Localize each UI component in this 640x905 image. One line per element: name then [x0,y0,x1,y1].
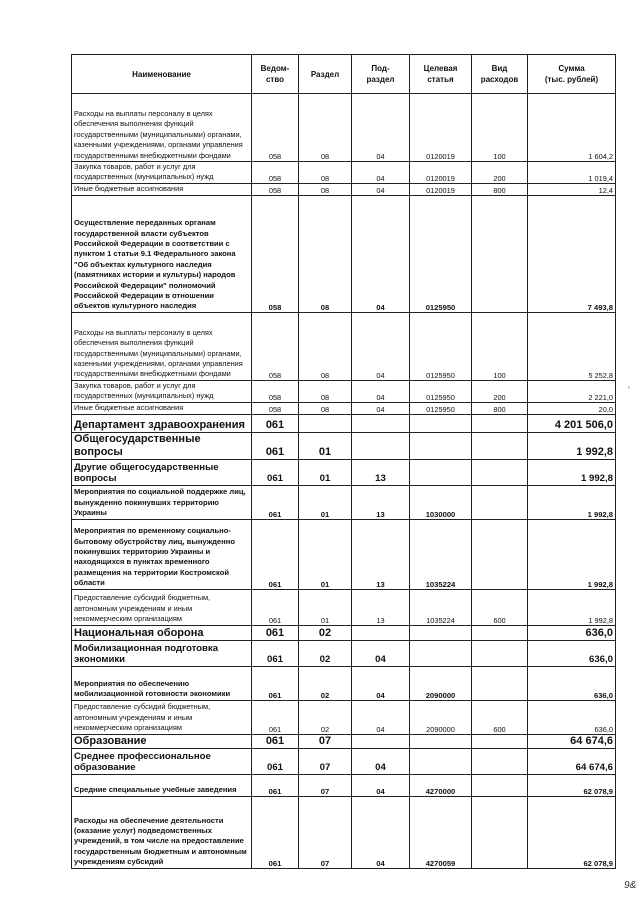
cell-dept: 061 [252,485,299,519]
cell-sum: 1 992,8 [528,432,616,459]
cell-section: 01 [299,432,352,459]
cell-name: Мероприятия по социальной поддержке лиц, вынужденно покинувших территорию Украины [72,485,252,519]
page-mark: 9& [624,880,637,891]
table-row [72,774,616,796]
cell-dept: 058 [252,94,299,162]
cell-subsection [352,432,410,459]
cell-target: 0125950 [410,380,472,402]
cell-dept: 061 [252,459,299,485]
table-row [72,195,616,312]
table-row [72,432,616,459]
cell-sum: 62 078,9 [528,774,616,796]
cell-section: 01 [299,459,352,485]
cell-exptype [472,774,528,796]
cell-section: 02 [299,666,352,700]
header-subsection: Под- раздел [352,55,410,94]
cell-name: Закупка товаров, работ и услуг для государственных (муниципальных) нужд [72,162,252,184]
cell-target: 1035224 [410,519,472,589]
cell-exptype: 800 [472,183,528,195]
cell-sum: 1 992,8 [528,485,616,519]
cell-target [410,432,472,459]
table-row [72,485,616,519]
header-name: Наименование [72,55,252,94]
cell-dept: 061 [252,640,299,666]
cell-subsection: 04 [352,195,410,312]
cell-exptype: 100 [472,312,528,380]
cell-target [410,414,472,432]
cell-name: Департамент здравоохранения [72,414,252,432]
cell-target [410,734,472,748]
cell-subsection: 04 [352,94,410,162]
cell-subsection: 04 [352,796,410,868]
cell-section: 08 [299,183,352,195]
cell-name: Средние специальные учебные заведения [72,774,252,796]
cell-target [410,459,472,485]
cell-name: Расходы на обеспечение деятельности (оказание услуг) подведомственных учреждений, в том числе на предоставление государственным бюджетным и автономным учреждениям субсидий [72,796,252,868]
cell-target: 2090000 [410,700,472,734]
cell-target: 4270059 [410,796,472,868]
header-target: Целевая статья [410,55,472,94]
table-row [72,519,616,589]
cell-sum: 20,0 [528,402,616,414]
cell-exptype [472,459,528,485]
cell-section: 07 [299,796,352,868]
cell-sum: 64 674,6 [528,734,616,748]
table-row [72,640,616,666]
cell-section: 08 [299,162,352,184]
cell-name: Мобилизационная подготовка экономики [72,640,252,666]
cell-subsection: 13 [352,519,410,589]
table-row [72,183,616,195]
cell-exptype [472,666,528,700]
cell-dept: 058 [252,402,299,414]
cell-exptype: 200 [472,162,528,184]
cell-sum: 4 201 506,0 [528,414,616,432]
cell-exptype [472,796,528,868]
cell-target: 0120019 [410,94,472,162]
cell-exptype [472,625,528,640]
cell-section: 08 [299,312,352,380]
cell-exptype: 600 [472,700,528,734]
cell-subsection: 04 [352,700,410,734]
table-row [72,589,616,625]
table-row [72,625,616,640]
cell-target: 1035224 [410,589,472,625]
cell-dept: 061 [252,519,299,589]
cell-section: 02 [299,640,352,666]
cell-sum: 1 604,2 [528,94,616,162]
cell-section [299,414,352,432]
table-body [72,94,616,869]
cell-target: 0120019 [410,162,472,184]
cell-subsection: 13 [352,459,410,485]
cell-target: 1030000 [410,485,472,519]
cell-name: Закупка товаров, работ и услуг для государственных (муниципальных) нужд [72,380,252,402]
cell-name: Расходы на выплаты персоналу в целях обеспечения выполнения функций государственными (муниципальными) органами, казенными учреждениями, органами управления государственными внебюджетными фондами [72,312,252,380]
cell-sum: 636,0 [528,640,616,666]
cell-dept: 058 [252,312,299,380]
cell-section: 01 [299,485,352,519]
cell-name: Осуществление переданных органам государственной власти субъектов Российской Федерации в соответствии с пунктом 1 статьи 9.1 Федерального закона "Об объектах культурного наследия (памятниках истории и культуры) народов Российской Федерации" полномочий Российской Федерации в отношении объектов культурного наследия [72,195,252,312]
cell-section: 08 [299,94,352,162]
table-row [72,459,616,485]
cell-sum: 62 078,9 [528,796,616,868]
cell-sum: 636,0 [528,700,616,734]
cell-subsection: 04 [352,402,410,414]
header-sum: Сумма (тыс. рублей) [528,55,616,94]
table-row [72,162,616,184]
cell-exptype [472,748,528,774]
cell-exptype: 800 [472,402,528,414]
cell-name: Мероприятия по обеспечению мобилизационной готовности экономики [72,666,252,700]
cell-exptype [472,734,528,748]
cell-exptype [472,485,528,519]
cell-name: Общегосударственные вопросы [72,432,252,459]
cell-exptype: 200 [472,380,528,402]
cell-section: 08 [299,195,352,312]
cell-name: Иные бюджетные ассигнования [72,183,252,195]
header-exptype: Вид расходов [472,55,528,94]
cell-dept: 058 [252,380,299,402]
cell-exptype [472,414,528,432]
cell-dept: 061 [252,625,299,640]
cell-exptype: 100 [472,94,528,162]
table-row [72,666,616,700]
cell-dept: 061 [252,796,299,868]
cell-dept: 058 [252,162,299,184]
cell-sum: 2 221,0 [528,380,616,402]
cell-section: 02 [299,700,352,734]
cell-subsection: 13 [352,485,410,519]
table-row [72,380,616,402]
cell-target: 2090000 [410,666,472,700]
cell-section: 01 [299,519,352,589]
cell-dept: 061 [252,666,299,700]
cell-name: Предоставление субсидий бюджетным, автономным учреждениям и иным некоммерческим организациям [72,589,252,625]
cell-dept: 061 [252,589,299,625]
cell-dept: 061 [252,700,299,734]
cell-sum: 1 992,8 [528,519,616,589]
cell-subsection [352,625,410,640]
cell-target: 4270000 [410,774,472,796]
cell-subsection: 04 [352,640,410,666]
cell-sum: 636,0 [528,625,616,640]
cell-section: 01 [299,589,352,625]
table-row [72,734,616,748]
cell-name: Национальная оборона [72,625,252,640]
cell-subsection: 04 [352,748,410,774]
cell-name: Предоставление субсидий бюджетным, автономным учреждениям и иным некоммерческим организациям [72,700,252,734]
table-row [72,700,616,734]
cell-exptype: 600 [472,589,528,625]
budget-table [71,54,616,869]
header-row [72,55,616,94]
cell-name: Другие общегосударственные вопросы [72,459,252,485]
cell-section: 08 [299,380,352,402]
cell-dept: 058 [252,195,299,312]
cell-subsection: 04 [352,312,410,380]
cell-target [410,748,472,774]
cell-exptype [472,519,528,589]
table-row [72,402,616,414]
cell-sum: 64 674,6 [528,748,616,774]
cell-sum: 636,0 [528,666,616,700]
cell-name: Иные бюджетные ассигнования [72,402,252,414]
cell-target [410,640,472,666]
cell-sum: 7 493,8 [528,195,616,312]
cell-subsection: 04 [352,666,410,700]
cell-name: Мероприятия по временному социально-бытовому обустройству лиц, вынужденно покинувших территорию Украины и находящихся в пунктах временного размещения на территории Костромской области [72,519,252,589]
cell-sum: 12,4 [528,183,616,195]
cell-subsection [352,414,410,432]
header-dept: Ведом- ство [252,55,299,94]
cell-dept: 061 [252,734,299,748]
table-row [72,414,616,432]
cell-subsection [352,734,410,748]
cell-dept: 058 [252,183,299,195]
cell-exptype [472,432,528,459]
cell-section: 08 [299,402,352,414]
cell-subsection: 04 [352,380,410,402]
table-row [72,312,616,380]
cell-section: 02 [299,625,352,640]
cell-section: 07 [299,748,352,774]
cell-subsection: 04 [352,774,410,796]
cell-target: 0125950 [410,402,472,414]
cell-sum: 1 992,8 [528,459,616,485]
cell-sum: 5 252,8 [528,312,616,380]
cell-sum: 1 019,4 [528,162,616,184]
cell-sum: 1 992,8 [528,589,616,625]
cell-name: Образование [72,734,252,748]
cell-subsection: 13 [352,589,410,625]
cell-target [410,625,472,640]
cell-name: Среднее профессиональное образование [72,748,252,774]
cell-section: 07 [299,734,352,748]
cell-dept: 061 [252,414,299,432]
table-row [72,748,616,774]
cell-exptype [472,640,528,666]
header-section: Раздел [299,55,352,94]
cell-dept: 061 [252,774,299,796]
cell-name: Расходы на выплаты персоналу в целях обеспечения выполнения функций государственными (муниципальными) органами, казенными учреждениями, органами управления государственными внебюджетными фондами [72,94,252,162]
cell-target: 0120019 [410,183,472,195]
side-tick: ' [628,385,630,395]
cell-exptype [472,195,528,312]
table-row [72,94,616,162]
cell-target: 0125950 [410,312,472,380]
cell-subsection: 04 [352,183,410,195]
table-row [72,796,616,868]
cell-dept: 061 [252,748,299,774]
cell-dept: 061 [252,432,299,459]
cell-target: 0125950 [410,195,472,312]
cell-section: 07 [299,774,352,796]
cell-subsection: 04 [352,162,410,184]
